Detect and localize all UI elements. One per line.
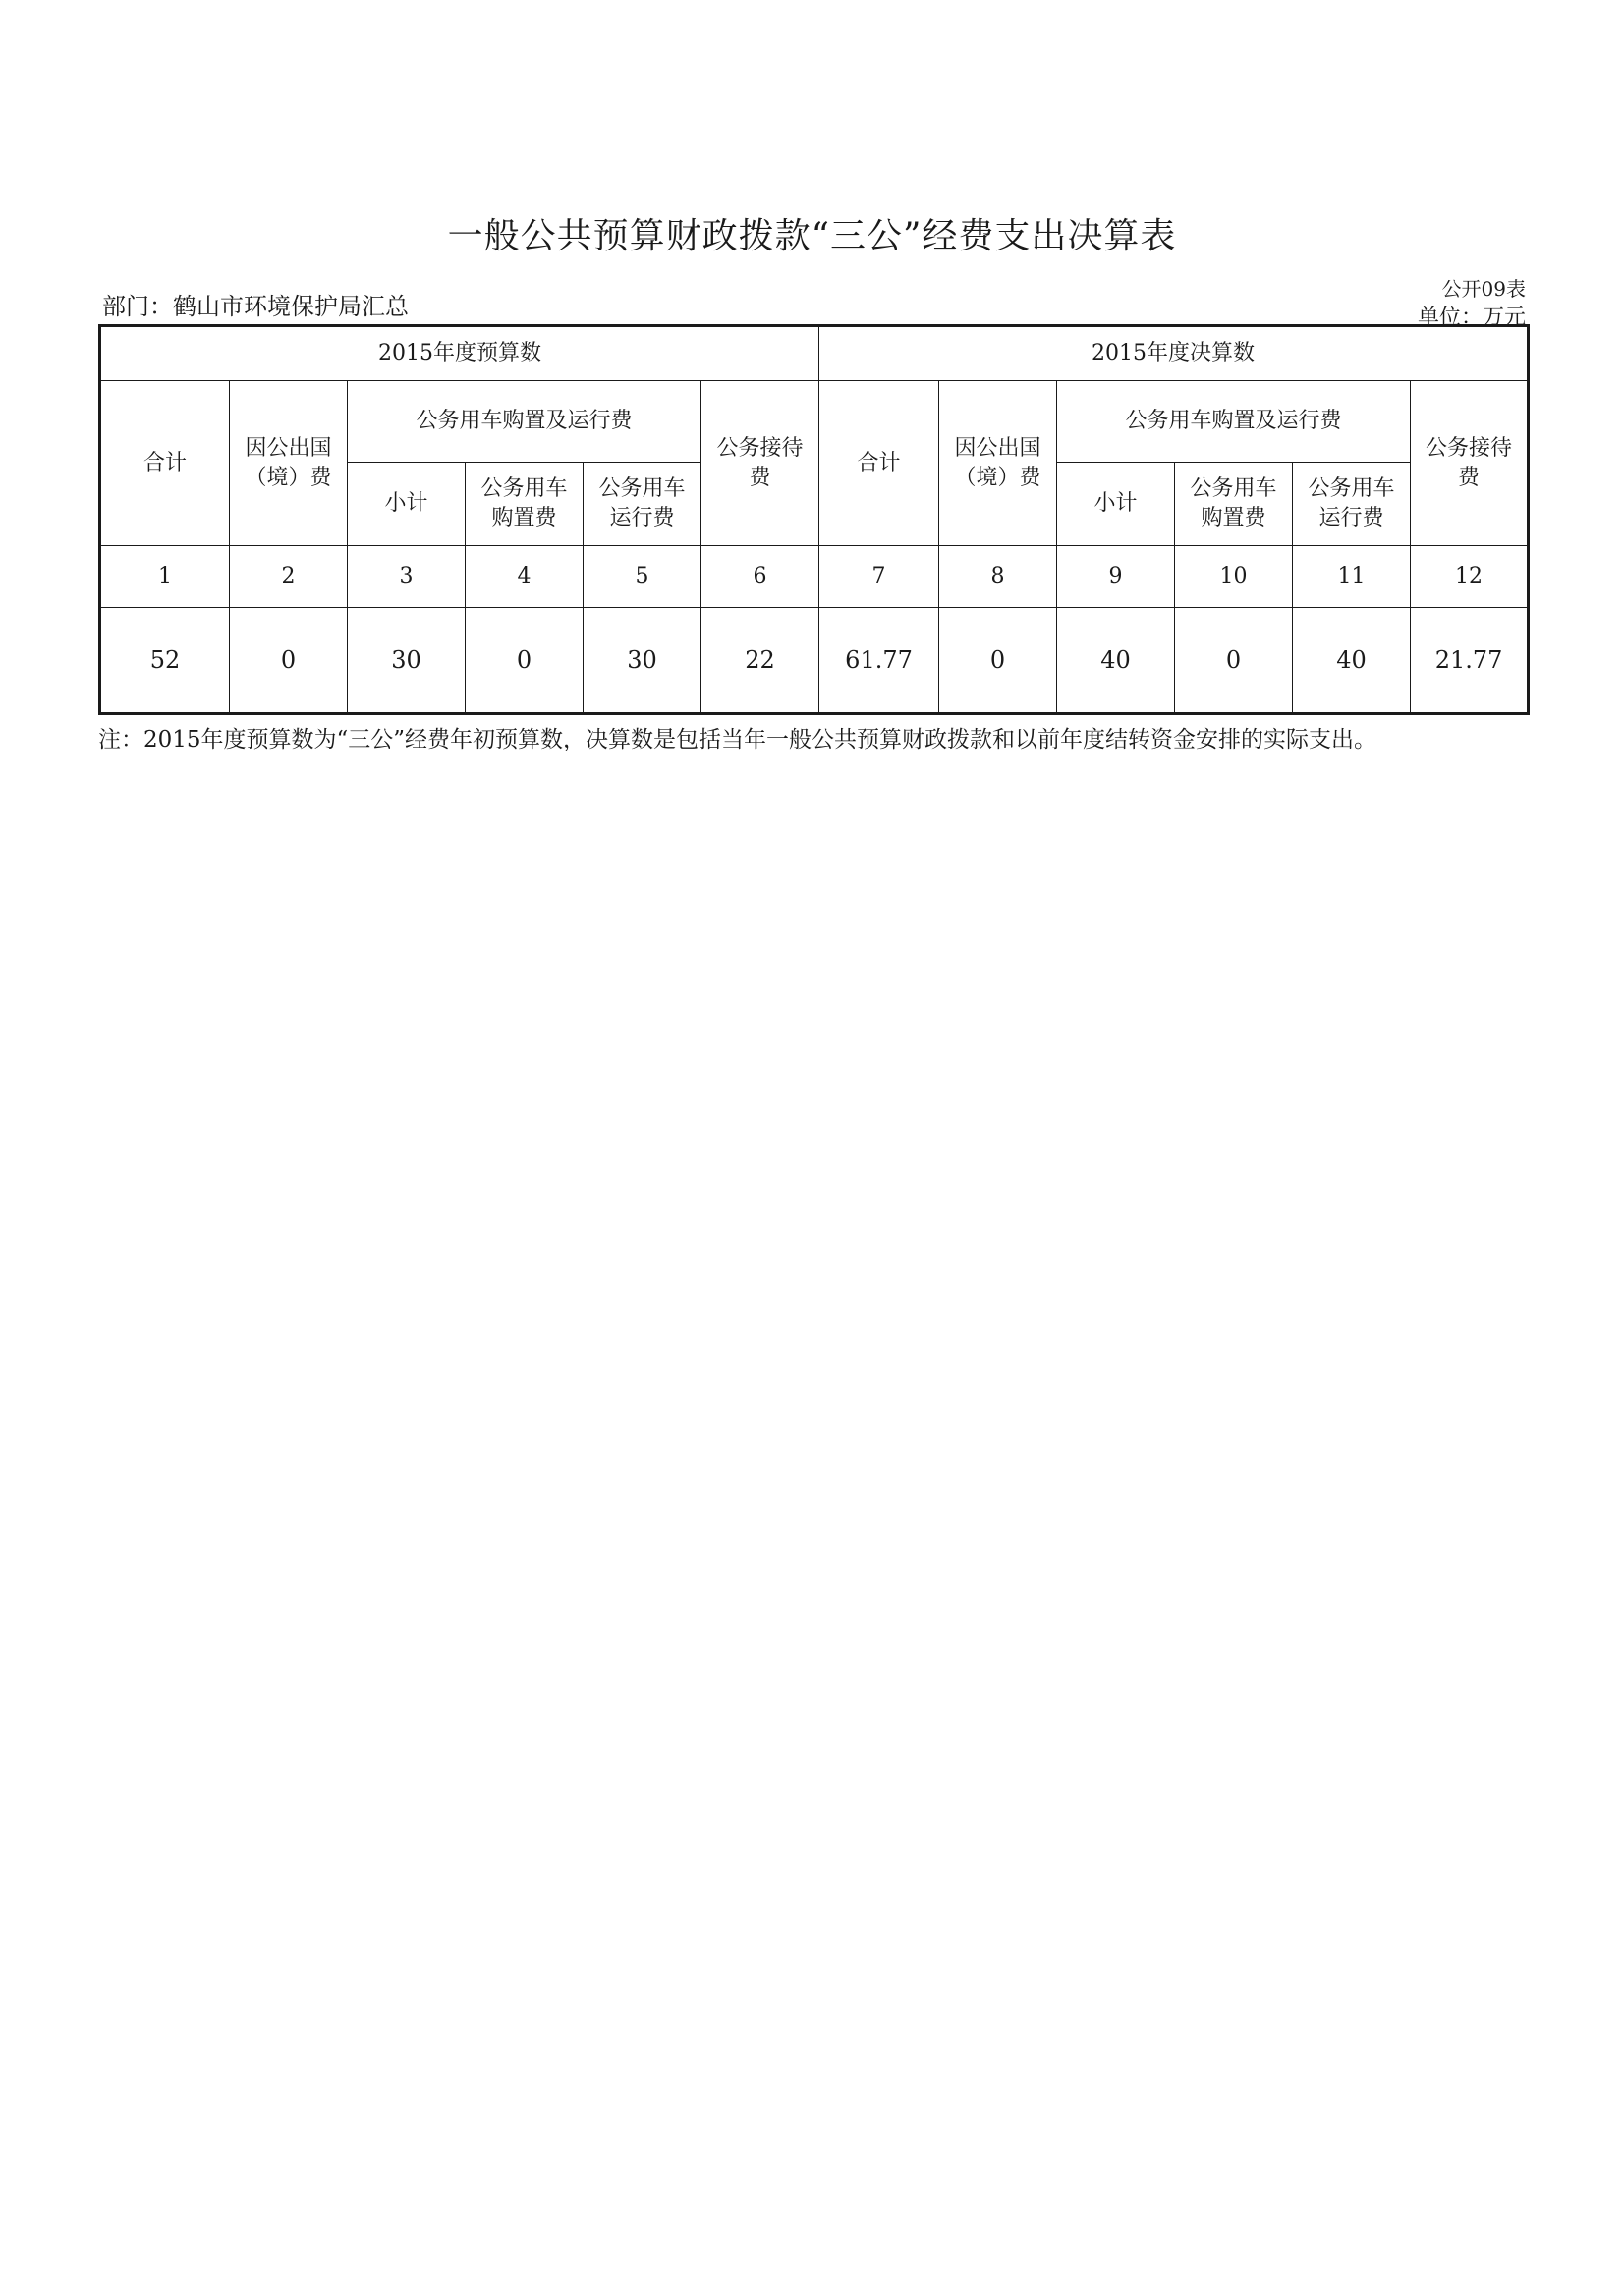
value-cell: 61.77 [819,608,939,714]
budget-total-header: 合计 [100,381,230,546]
column-number: 7 [819,546,939,608]
final-abroad-header: 因公出国 （境）费 [939,381,1057,546]
value-cell: 40 [1057,608,1175,714]
column-number: 5 [584,546,701,608]
value-cell: 0 [1175,608,1293,714]
form-number: 公开09表 [1441,277,1526,301]
budget-vehicle-buy-header: 公务用车 购置费 [466,463,584,546]
final-subtotal-header: 小计 [1057,463,1175,546]
final-group-header: 2015年度决算数 [819,326,1529,381]
value-cell: 22 [701,608,819,714]
final-vehicle-buy-header: 公务用车 购置费 [1175,463,1293,546]
value-cell: 0 [939,608,1057,714]
budget-reception-header: 公务接待 费 [701,381,819,546]
department-label: 部门：鹤山市环境保护局汇总 [102,293,409,320]
value-cell: 21.77 [1411,608,1529,714]
table-row [100,608,1529,714]
column-number: 12 [1411,546,1529,608]
budget-subtotal-header: 小计 [348,463,466,546]
column-number: 6 [701,546,819,608]
column-number: 9 [1057,546,1175,608]
value-cell: 30 [584,608,701,714]
column-number: 1 [100,546,230,608]
column-number-row [100,546,1529,608]
unit-label: 单位：万元 [1417,306,1526,330]
column-number: 8 [939,546,1057,608]
value-cell: 30 [348,608,466,714]
column-number: 3 [348,546,466,608]
final-total-header: 合计 [819,381,939,546]
final-reception-header: 公务接待 费 [1411,381,1529,546]
budget-group-header: 2015年度预算数 [100,326,819,381]
value-cell: 40 [1293,608,1411,714]
column-number: 10 [1175,546,1293,608]
value-cell: 0 [466,608,584,714]
column-number: 4 [466,546,584,608]
footnote: 注：2015年度预算数为“三公”经费年初预算数，决算数是包括当年一般公共预算财政拨款和以前年度结转资金安排的实际支出。 [98,727,1377,752]
value-cell: 52 [100,608,230,714]
header-row-categories [100,381,1529,463]
header-row-groups [100,326,1529,381]
final-vehicle-header: 公务用车购置及运行费 [1057,381,1411,463]
expenditure-table [98,324,1530,715]
budget-vehicle-header: 公务用车购置及运行费 [348,381,701,463]
budget-vehicle-run-header: 公务用车 运行费 [584,463,701,546]
column-number: 11 [1293,546,1411,608]
column-number: 2 [230,546,348,608]
budget-abroad-header: 因公出国 （境）费 [230,381,348,546]
value-cell: 0 [230,608,348,714]
final-vehicle-run-header: 公务用车 运行费 [1293,463,1411,546]
page-title: 一般公共预算财政拨款“三公”经费支出决算表 [447,216,1177,256]
